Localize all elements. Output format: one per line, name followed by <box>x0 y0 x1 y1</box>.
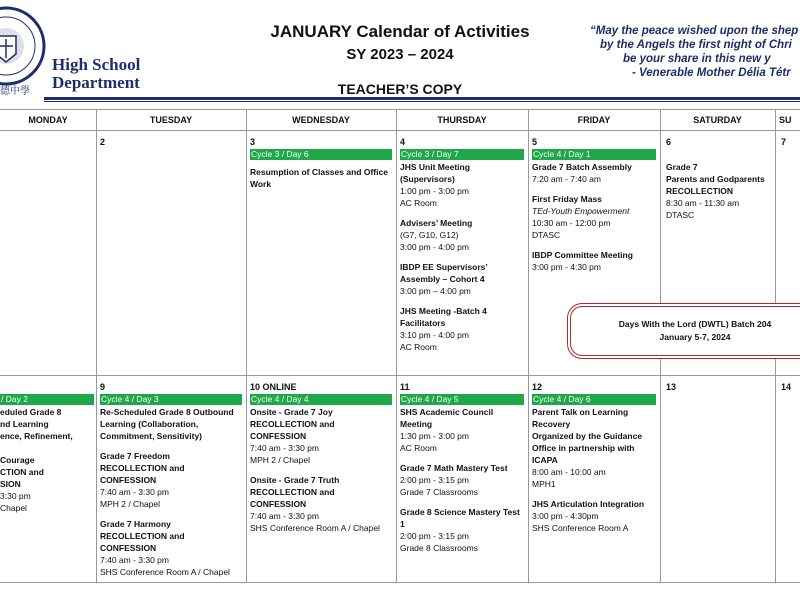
event-subtitle: (G7, G10, G12) <box>400 230 459 240</box>
event-time: 7:40 am - 3:30 pm <box>100 487 169 497</box>
event-title: Grade 7 <box>666 162 698 172</box>
department-line2: Department <box>52 73 140 92</box>
event <box>532 498 656 534</box>
event-place: Chapel <box>0 503 27 513</box>
event-title: RECOLLECTION <box>666 186 734 196</box>
event-place: MPH1 <box>532 479 556 489</box>
event <box>532 406 656 490</box>
grid-line <box>528 109 529 582</box>
event-subtitle: TEd-Youth Empowerment <box>532 206 630 216</box>
event-time: 1:00 pm - 3:00 pm <box>400 186 469 196</box>
day-number: 5 <box>532 137 538 147</box>
event-title: IBDP Committee Meeting <box>532 250 633 260</box>
day-number: 14 <box>781 382 792 392</box>
day-number: 4 <box>400 137 406 147</box>
day-number: 7 <box>781 137 787 147</box>
event-time: 10:30 am - 12:00 pm <box>532 218 611 228</box>
event-subtitle: RECOLLECTION and CONFESSION <box>100 531 185 553</box>
day-cell-2 <box>100 136 242 148</box>
event-time: 3:00 pm – 4:00 pm <box>400 286 471 296</box>
day-number: 6 <box>666 137 672 147</box>
event-time: 3:00 pm - 4:00 pm <box>400 242 469 252</box>
day-cell-12 <box>532 381 656 542</box>
grid-line <box>396 109 397 582</box>
cycle-day-badge: Cycle 4 / Day 6 <box>532 394 656 405</box>
event-place: AC Room <box>400 198 437 208</box>
event-place: AC Room <box>400 443 437 453</box>
school-seal-logo <box>0 6 46 86</box>
event-time: 3:00 pm - 4:30pm <box>532 511 599 521</box>
header-quote <box>560 24 800 80</box>
cycle-day-badge: Cycle 3 / Day 6 <box>250 149 392 160</box>
department-name <box>52 56 140 92</box>
quote-line: by the Angels the first night of Chri <box>600 39 792 51</box>
day-cell-7 <box>781 136 800 148</box>
event-time: 7:40 am - 3:30 pm <box>100 555 169 565</box>
event <box>100 518 242 578</box>
quote-line: “May the peace wished upon the shep <box>590 25 799 37</box>
day-number: 3 <box>250 137 256 147</box>
event <box>250 406 392 466</box>
event-title: Advisers’ Meeting <box>400 218 473 228</box>
event-title: Grade 8 Science Mastery Test 1 <box>400 507 520 529</box>
event-place: MPH 2 / Chapel <box>100 499 160 509</box>
event-place: Grade 7 Classrooms <box>400 487 478 497</box>
day-number: 2 <box>100 137 106 147</box>
event-place: Grade 8 Classrooms <box>400 543 478 553</box>
event-time: 8:30 am - 11:30 am <box>666 198 740 208</box>
day-number: 9 <box>100 382 106 392</box>
event-title: Grade 7 Batch Assembly <box>532 162 632 172</box>
event <box>400 305 524 353</box>
event <box>400 161 524 209</box>
event-time: 3:30 pm <box>0 491 31 501</box>
event-place: MPH 2 / Chapel <box>250 455 310 465</box>
event-title: Re-Scheduled Grade 8 Outbound Learning (Collaboration, Commitment, Sensitivity) <box>100 407 234 441</box>
event-place: AC Room <box>400 342 437 352</box>
event-title: Parents and Godparents <box>666 174 765 184</box>
chinese-school-name: 德中學 <box>0 86 30 97</box>
event-title: Grade 7 Freedom <box>100 451 170 461</box>
event-place: DTASC <box>666 210 695 220</box>
grid-line <box>0 375 800 376</box>
cycle-day-badge: Cycle 4 / Day 5 <box>400 394 524 405</box>
day-cell-4 <box>400 136 524 361</box>
event-time: 2:00 pm - 3:15 pm <box>400 475 469 485</box>
event-title: JHS Unit Meeting (Supervisors) <box>400 162 470 184</box>
day-cell-5 <box>532 136 656 281</box>
cycle-day-badge: Cycle 4 / Day 1 <box>532 149 656 160</box>
day-cell-9 <box>100 381 242 586</box>
event <box>532 161 656 185</box>
day-header-friday: FRIDAY <box>577 115 611 125</box>
event-time: 7:20 am - 7:40 am <box>532 174 601 184</box>
event-title: Onsite - Grade 7 Joy <box>250 407 333 417</box>
event <box>532 193 656 241</box>
header-rule-thin <box>44 101 800 102</box>
event-title: Grade 7 Harmony <box>100 519 171 529</box>
event-subtitle: RECOLLECTION and CONFESSION <box>250 419 335 441</box>
event-title: Grade 7 Math Mastery Test <box>400 463 508 473</box>
dwtl-dates: January 5-7, 2024 <box>659 332 731 342</box>
cycle-day-badge: Cycle 3 / Day 7 <box>400 149 524 160</box>
day-header-thursday: THURSDAY <box>437 115 487 125</box>
day-number: 10 ONLINE <box>250 382 297 392</box>
event-place: SHS Conference Room A / Chapel <box>250 523 380 533</box>
event-time: 1:30 pm - 3:00 pm <box>400 431 469 441</box>
school-year: SY 2023 – 2024 <box>346 46 454 63</box>
copy-label: TEACHER’S COPY <box>337 81 463 97</box>
day-cell-8 <box>0 381 94 514</box>
event-time: 3:10 pm - 4:00 pm <box>400 330 469 340</box>
event-subtitle: RECOLLECTION and CONFESSION <box>250 487 335 509</box>
quote-line: be your share in this new y <box>623 53 771 65</box>
day-header-tuesday: TUESDAY <box>149 115 193 125</box>
quote-line: - Venerable Mother Délia Tétr <box>632 67 791 79</box>
cycle-day-badge: Cycle 4 / Day 4 <box>250 394 392 405</box>
event-text: eduled Grade 8 <box>0 407 62 417</box>
day-number: 11 <box>400 382 410 392</box>
event <box>100 450 242 510</box>
event-subtitle: Organized by the Guidance Office in partnership with ICAPA <box>532 431 643 465</box>
day-cell-6 <box>666 136 772 221</box>
event-title: IBDP EE Supervisors’ Assembly – Cohort 4 <box>400 262 488 284</box>
day-number: 12 <box>532 382 543 392</box>
day-header-saturday: SATURDAY <box>693 115 742 125</box>
event-text: ence, Refinement, <box>0 431 73 441</box>
event-text: Courage <box>0 455 35 465</box>
cycle-day-badge: / Day 2 <box>0 394 94 405</box>
event-title: SHS Academic Council Meeting <box>400 407 494 429</box>
event-text: SION <box>0 479 21 489</box>
day-cell-13 <box>666 381 766 393</box>
grid-line <box>246 109 247 582</box>
day-cell-3 <box>250 136 392 198</box>
event-time: 7:40 am - 3:30 pm <box>250 511 319 521</box>
event <box>400 217 524 253</box>
grid-line <box>0 130 800 131</box>
event <box>400 261 524 297</box>
event-place: SHS Conference Room A <box>532 523 629 533</box>
event-text: nd Learning <box>0 419 49 429</box>
page-title: JANUARY Calendar of Activities <box>270 22 530 41</box>
day-header-wednesday: WEDNESDAY <box>292 115 350 125</box>
event-time: 7:40 am - 3:30 pm <box>250 443 319 453</box>
event <box>250 474 392 534</box>
event-time: 8:00 am - 10:00 am <box>532 467 606 477</box>
header-rule <box>44 97 800 100</box>
event <box>532 249 656 273</box>
dwtl-callout <box>570 306 800 356</box>
day-header-sunday: SU <box>779 115 792 125</box>
day-number: 13 <box>666 382 677 392</box>
event-text: CTION and <box>0 467 44 477</box>
event-subtitle: RECOLLECTION and CONFESSION <box>100 463 185 485</box>
event-title: Onsite - Grade 7 Truth <box>250 475 340 485</box>
event-place: SHS Conference Room A / Chapel <box>100 567 230 577</box>
event-time: 2:00 pm - 3:15 pm <box>400 531 469 541</box>
dwtl-title: Days With the Lord (DWTL) Batch 204 <box>618 319 772 329</box>
event-place: DTASC <box>532 230 561 240</box>
event-title: First Friday Mass <box>532 194 602 204</box>
event-title: Parent Talk on Learning Recovery <box>532 407 629 429</box>
day-cell-14 <box>781 381 799 393</box>
event-title: JHS Meeting -Batch 4 Facilitators <box>400 306 487 328</box>
event-time: 3:00 pm - 4:30 pm <box>532 262 601 272</box>
cycle-day-badge: Cycle 4 / Day 3 <box>100 394 242 405</box>
day-header-monday: MONDAY <box>28 115 68 125</box>
event <box>400 462 524 498</box>
event-title: Resumption of Classes and Office Work <box>250 167 388 189</box>
event-title: JHS Articulation Integration <box>532 499 645 509</box>
day-cell-11 <box>400 381 524 562</box>
grid-line <box>96 109 97 582</box>
event <box>400 406 524 454</box>
department-line1: High School <box>52 55 141 74</box>
event <box>400 506 524 554</box>
day-cell-10 <box>250 381 392 542</box>
